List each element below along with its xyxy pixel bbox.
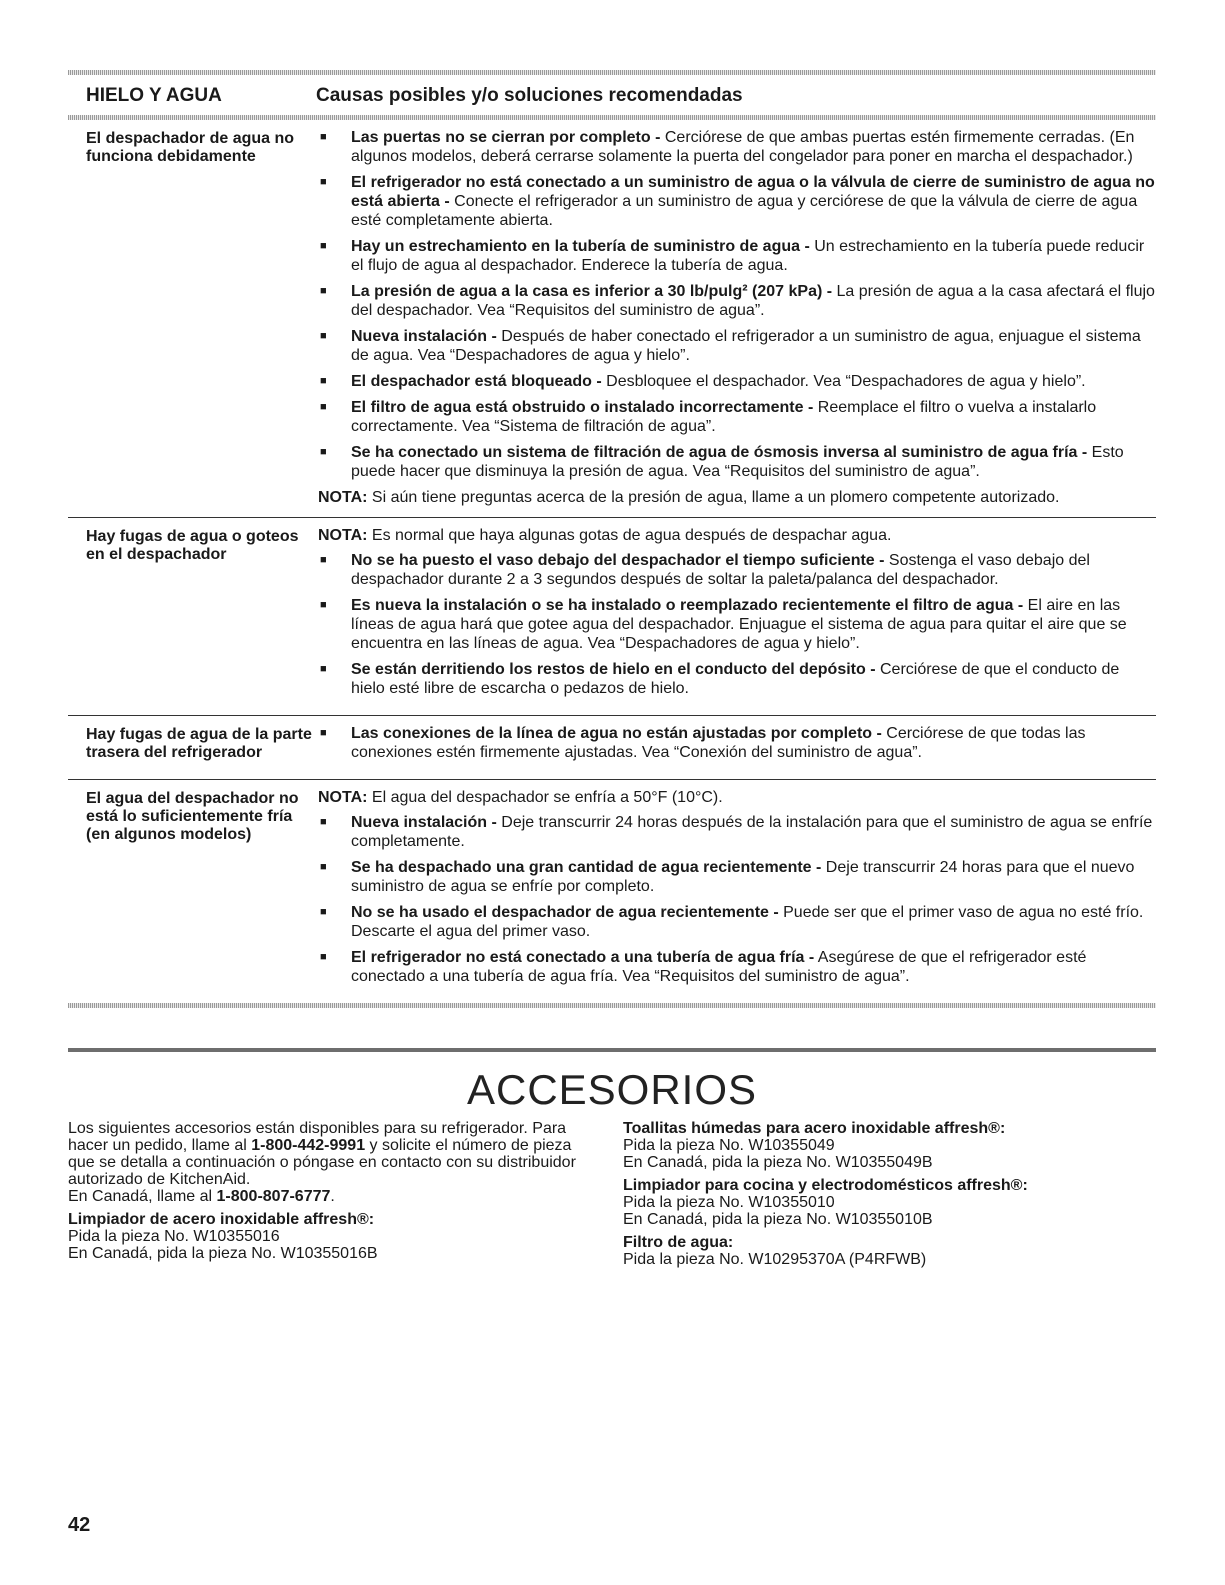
bullet-icon: ■ <box>320 599 327 611</box>
bullet-icon: ■ <box>320 861 327 873</box>
section-rule <box>68 1048 1156 1052</box>
item-cause: Nueva instalación - <box>351 328 497 345</box>
accessory-item <box>68 1211 623 1262</box>
bullet-icon: ■ <box>320 554 327 566</box>
item-solution: Deje transcurrir 24 horas para que el nuevo suministro de agua se enfríe por completo. <box>351 859 1135 895</box>
list-item <box>318 443 1156 481</box>
note <box>318 488 1156 507</box>
accessory-part-canada: En Canadá, pida la pieza No. W10355010B <box>623 1211 933 1228</box>
item-cause: Las puertas no se cierran por completo - <box>351 129 661 146</box>
table-row <box>68 518 1156 716</box>
accessory-part-canada: En Canadá, pida la pieza No. W10355016B <box>68 1245 378 1262</box>
item-cause: Se están derritiendo los restos de hielo en el conducto del depósito - <box>351 661 876 678</box>
intro-text-2: y solicite el número de pieza que se detalla a continuación o póngase en contacto con su distribuidor autorizado de KitchenAid. <box>68 1137 576 1188</box>
accessory-part: Pida la pieza No. W10355010 <box>623 1194 835 1211</box>
item-cause: El refrigerador no está conectado a una tubería de agua fría - <box>351 949 815 966</box>
item-text <box>351 813 1156 851</box>
list-item <box>318 903 1156 941</box>
list-item <box>318 237 1156 275</box>
list-item <box>318 596 1156 653</box>
accessories-left-column <box>68 1120 623 1274</box>
accessory-heading: Limpiador de acero inoxidable affresh®: <box>68 1211 375 1228</box>
list-item <box>318 128 1156 166</box>
item-solution: Desbloquee el despachador. Vea “Despachadores de agua y hielo”. <box>601 373 1086 390</box>
item-cause: No se ha usado el despachador de agua recientemente - <box>351 904 779 921</box>
item-text <box>351 948 1156 986</box>
row-content <box>318 128 1156 507</box>
bullet-icon: ■ <box>320 401 327 413</box>
note-text: Si aún tiene preguntas acerca de la presión de agua, llame a un plomero competente autorizado. <box>367 489 1060 506</box>
bullet-icon: ■ <box>320 330 327 342</box>
item-cause: Hay un estrechamiento en la tubería de suministro de agua - <box>351 238 810 255</box>
note <box>318 526 1156 545</box>
list-item <box>318 724 1156 762</box>
table-row <box>68 120 1156 518</box>
note-label: NOTA: <box>318 489 368 506</box>
list-item <box>318 858 1156 896</box>
list-item <box>318 660 1156 698</box>
accessories-left-items <box>68 1211 623 1262</box>
item-text <box>351 398 1156 436</box>
bullet-icon: ■ <box>320 663 327 675</box>
table-header-causes: Causas posibles y/o soluciones recomendadas <box>316 85 743 106</box>
table-row <box>68 780 1156 1003</box>
bullet-icon: ■ <box>320 727 327 739</box>
us-phone: 1-800-442-9991 <box>251 1137 366 1154</box>
list-item <box>318 551 1156 589</box>
row-content <box>318 526 1156 705</box>
bullet-icon: ■ <box>320 906 327 918</box>
item-text <box>351 173 1156 230</box>
list-item <box>318 173 1156 230</box>
item-solution: Después de haber conectado el refrigerador a un suministro de agua, enjuague el sistema de agua. Vea “Despachadores de agua y hielo”. <box>351 328 1141 364</box>
accessory-part: Pida la pieza No. W10355049 <box>623 1137 835 1154</box>
table-row <box>68 716 1156 780</box>
item-solution: Conecte el refrigerador a un suministro de agua y cerciórese de que la válvula de cierre de agua esté completamente abierta. <box>351 193 1138 229</box>
accessories-right-items <box>623 1120 1156 1268</box>
item-text <box>351 443 1156 481</box>
accessory-part: Pida la pieza No. W10295370A (P4RFWB) <box>623 1251 927 1268</box>
item-cause: El filtro de agua está obstruido o instalado incorrectamente - <box>351 399 814 416</box>
item-cause: Nueva instalación - <box>351 814 497 831</box>
item-cause: Es nueva la instalación o se ha instalado o reemplazado recientemente el filtro de agua - <box>351 597 1024 614</box>
accessory-heading: Filtro de agua: <box>623 1234 734 1251</box>
accessory-heading: Toallitas húmedas para acero inoxidable affresh®: <box>623 1120 1006 1137</box>
note-text: Es normal que haya algunas gotas de agua después de despachar agua. <box>367 527 892 544</box>
accessories-title: ACCESORIOS <box>466 1066 758 1113</box>
item-solution: Un estrechamiento en la tubería puede reducir el flujo de agua al despachador. Enderece la tubería de agua. <box>351 238 1145 274</box>
bullet-icon: ■ <box>320 131 327 143</box>
item-cause: Se ha despachado una gran cantidad de agua recientemente - <box>351 859 822 876</box>
note-label: NOTA: <box>318 789 368 806</box>
table-header <box>68 75 1156 115</box>
accessory-heading: Limpiador para cocina y electrodomésticos affresh®: <box>623 1177 1028 1194</box>
item-solution: La presión de agua a la casa afectará el flujo del despachador. Vea “Requisitos del suministro de agua”. <box>351 283 1155 319</box>
intro-text: Los siguientes accesorios están disponibles para su refrigerador. Para hacer un pedido, llame al <box>68 1120 567 1154</box>
item-solution: Cerciórese de que el conducto de hielo esté libre de escarcha o pedazos de hielo. <box>351 661 1120 697</box>
troubleshooting-table <box>68 120 1156 1003</box>
item-solution: Asegúrese de que el refrigerador esté conectado a una tubería de agua fría. Vea “Requisitos del suministro de agua”. <box>351 949 1087 985</box>
item-text <box>351 327 1156 365</box>
item-cause: Las conexiones de la línea de agua no están ajustadas por completo - <box>351 725 882 742</box>
list-item <box>318 372 1156 391</box>
list-item <box>318 813 1156 851</box>
row-content <box>318 724 1156 769</box>
item-solution: Reemplace el filtro o vuelva a instalarlo correctamente. Vea “Sistema de filtración de agua”. <box>351 399 1097 435</box>
item-text <box>351 372 1156 391</box>
list-item <box>318 327 1156 365</box>
item-solution: Puede ser que el primer vaso de agua no esté frío. Descarte el agua del primer vaso. <box>351 904 1144 940</box>
bullet-icon: ■ <box>320 240 327 252</box>
item-text <box>351 237 1156 275</box>
accessory-part: Pida la pieza No. W10355016 <box>68 1228 280 1245</box>
item-text <box>351 282 1156 320</box>
item-cause: La presión de agua a la casa es inferior a 30 lb/pulg² (207 kPa) - <box>351 283 833 300</box>
row-content <box>318 788 1156 993</box>
item-text <box>351 858 1156 896</box>
list-item <box>318 282 1156 320</box>
bullet-icon: ■ <box>320 176 327 188</box>
item-cause: No se ha puesto el vaso debajo del despachador el tiempo suficiente - <box>351 552 885 569</box>
item-text <box>351 551 1156 589</box>
canada-period: . <box>330 1188 335 1205</box>
item-text <box>351 128 1156 166</box>
item-solution: Esto puede hacer que disminuya la presión de agua. Vea “Requisitos del suministro de agua”. <box>351 444 1124 480</box>
accessory-item <box>623 1177 1156 1228</box>
canada-text: En Canadá, llame al <box>68 1188 217 1205</box>
item-solution: Cerciórese de que todas las conexiones estén firmemente ajustadas. Vea “Conexión del suministro de agua”. <box>351 725 1086 761</box>
canada-phone-line <box>68 1188 623 1205</box>
item-cause: Se ha conectado un sistema de filtración de agua de ósmosis inversa al suministro de agua fría - <box>351 444 1088 461</box>
accessories-section <box>68 1120 1156 1274</box>
row-label: Hay fugas de agua o goteos en el despachador <box>86 528 299 563</box>
row-label: Hay fugas de agua de la parte trasera del refrigerador <box>86 726 312 761</box>
bullet-icon: ■ <box>320 816 327 828</box>
bullet-icon: ■ <box>320 446 327 458</box>
item-solution: Deje transcurrir 24 horas después de la instalación para que el suministro de agua se enfríe completamente. <box>351 814 1153 850</box>
note-label: NOTA: <box>318 527 368 544</box>
accessory-part-canada: En Canadá, pida la pieza No. W10355049B <box>623 1154 933 1171</box>
accessory-item <box>623 1234 1156 1268</box>
item-text <box>351 596 1156 653</box>
page-number: 42 <box>68 1514 91 1536</box>
row-label: El agua del despachador no está lo suficientemente fría (en algunos modelos) <box>86 790 299 843</box>
item-text <box>351 903 1156 941</box>
bullet-icon: ■ <box>320 375 327 387</box>
item-cause: El despachador está bloqueado - <box>351 373 602 390</box>
list-item <box>318 398 1156 436</box>
accessories-intro <box>68 1120 578 1188</box>
item-text <box>351 724 1156 762</box>
item-solution: El aire en las líneas de agua hará que gotee agua del despachador. Enjuague el sistema de agua para quitar el aire que se encuentra en las líneas de agua. Vea “Despachadores de agua y hielo”. <box>351 597 1127 652</box>
table-header-topic: HIELO Y AGUA <box>86 85 222 106</box>
note <box>318 788 1156 807</box>
row-label: El despachador de agua no funciona debidamente <box>86 130 295 165</box>
page <box>68 70 1156 1274</box>
accessories-right-column <box>623 1120 1156 1274</box>
bullet-icon: ■ <box>320 951 327 963</box>
note-text: El agua del despachador se enfría a 50°F (10°C). <box>367 789 723 806</box>
item-solution: Cerciórese de que ambas puertas estén firmemente cerradas. (En algunos modelos, deberá cerrarse solamente la puerta del congelador para poner en marcha el despachador.) <box>351 129 1135 165</box>
item-text <box>351 660 1156 698</box>
accessory-item <box>623 1120 1156 1171</box>
bullet-icon: ■ <box>320 285 327 297</box>
list-item <box>318 948 1156 986</box>
canada-phone: 1-800-807-6777 <box>216 1188 331 1205</box>
item-cause: El refrigerador no está conectado a un suministro de agua o la válvula de cierre de suministro de agua no está abierta - <box>351 174 1155 210</box>
item-solution: Sostenga el vaso debajo del despachador durante 2 a 3 segundos después de soltar la paleta/palanca del despachador. <box>351 552 1090 588</box>
